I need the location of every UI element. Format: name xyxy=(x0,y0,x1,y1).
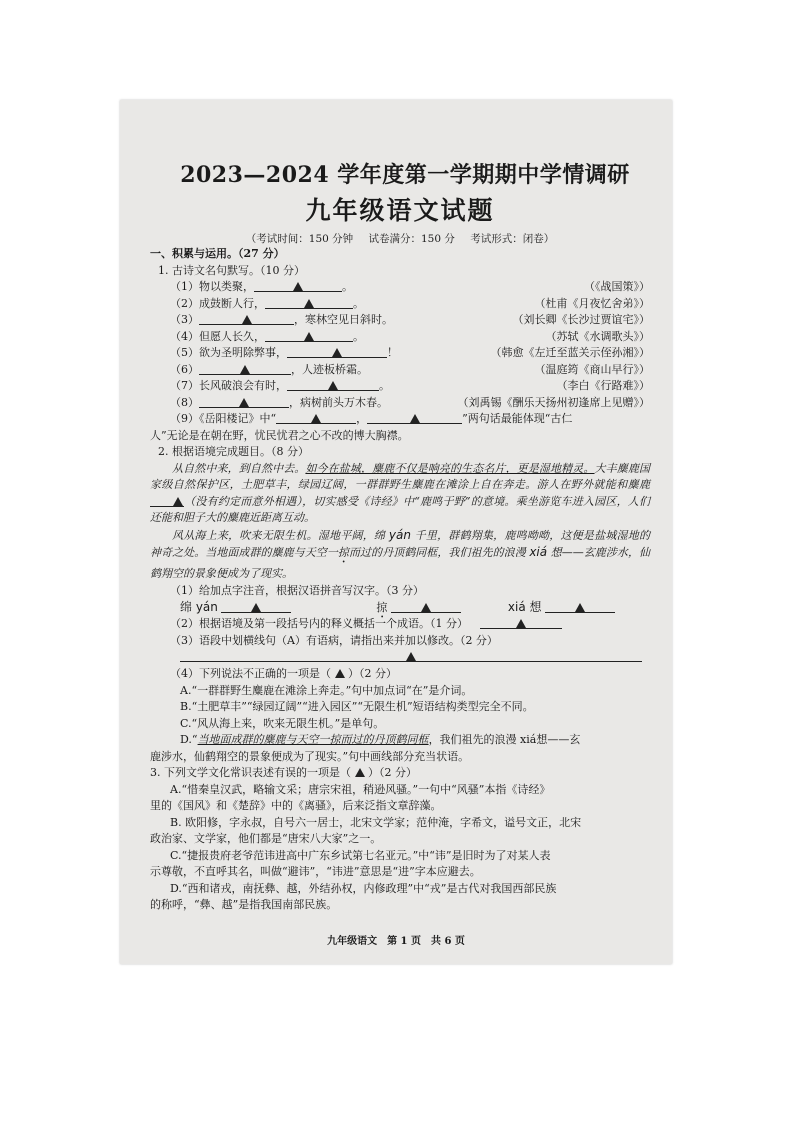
triangle-marker-icon xyxy=(242,315,252,324)
question-1-item: （2）成鼓断人行， 。 （杜甫《月夜忆舍弟》） xyxy=(170,296,650,313)
source-citation: （《战国策》） xyxy=(584,280,650,293)
question-3-stem: 3. 下列文学文化常识表述有误的一项是（ ）（2 分） xyxy=(150,766,417,779)
answer-blank[interactable] xyxy=(391,600,461,613)
q3-option-a: A.“惜秦皇汉武，略输文采；唐宗宋祖，稍逊风骚。”一句中“风骚”本指《诗经》 xyxy=(170,782,551,796)
triangle-marker-icon xyxy=(516,619,526,628)
option-a: A.“一群群野生麋鹿在滩涂上奔走。”句中加点词“在”是介词。 xyxy=(180,683,473,697)
option-c: C.“风从海上来，吹来无限生机。”是单句。 xyxy=(180,716,385,730)
page-footer: 九年级语文 第 1 页 共 6 页 xyxy=(327,936,465,947)
exam-subtitle: 九年级语文试题 xyxy=(305,196,495,225)
source-citation: （刘禹锡《酬乐天扬州初逢席上见赠》） xyxy=(457,395,650,409)
triangle-marker-icon xyxy=(355,768,365,777)
triangle-marker-icon xyxy=(332,348,342,357)
answer-blank[interactable] xyxy=(199,312,294,325)
triangle-marker-icon xyxy=(406,652,416,661)
q3-option-b-cont: 政治家、文学家，他们都是“唐宋八大家”之一。 xyxy=(150,832,382,845)
answer-blank[interactable] xyxy=(287,345,387,358)
triangle-marker-icon xyxy=(410,414,420,423)
answer-blank[interactable] xyxy=(265,329,353,342)
triangle-marker-icon xyxy=(311,414,321,423)
triangle-marker-icon xyxy=(239,398,249,407)
answer-blank[interactable] xyxy=(199,362,291,375)
question-2-fill-row: 绵 yán 掠 xiá 想 xyxy=(180,599,650,616)
q3-option-a-cont: 里的《国风》和《楚辞》中的《离骚》，后来泛指文章辞藻。 xyxy=(150,799,442,812)
question-1-item: （6） ，人迹板桥霜。 （温庭筠《商山早行》） xyxy=(170,362,650,379)
triangle-marker-icon xyxy=(421,603,431,612)
option-d-cont: 鹿涉水，仙鹤翔空的景象便成为了现实。”句中画线部分充当状语。 xyxy=(150,749,470,763)
triangle-marker-icon xyxy=(575,603,585,612)
source-citation: （李白《行路难》） xyxy=(556,379,650,392)
question-1-item: （3） ，寒林空见日斜时。 （刘长卿《长沙过贾谊宅》） xyxy=(170,312,650,329)
underlined-sentence-a: 如今在盐城，麋鹿不仅是响亮的生态名片，更是湿地精灵。 xyxy=(305,461,595,475)
exam-form: 考试形式：闭卷） xyxy=(470,233,555,245)
passage-paragraph-1: 从自然中来，到自然中去。如今在盐城，麋鹿不仅是响亮的生态名片，更是湿地精灵。大丰麋鹿国家级自然保护区，土肥草丰，绿园辽阔，一群群野生麋鹿在滩涂上自在奔走。游人在野外就能和麋鹿（没有约定而意外相遇），切实感受《诗经》中“鹿鸣于野”的意境。乘坐游览车进入园区，人们还能和胆子大的麋鹿近距离互动。 xyxy=(150,461,651,524)
section-heading: 一、积累与运用。（27 分） xyxy=(150,247,285,260)
triangle-marker-icon xyxy=(251,603,261,612)
source-citation: （刘长卿《长沙过贾谊宅》） xyxy=(512,313,650,326)
question-2-sub-3: （3）语段中划横线句（A）有语病，请指出来并加以修改。（2 分） xyxy=(170,633,498,647)
source-citation: （温庭筠《商山早行》） xyxy=(534,362,650,376)
question-2-sub-4: （4）下列说法不正确的一项是（ ）（2 分） xyxy=(170,667,397,680)
answer-blank[interactable] xyxy=(480,616,562,629)
triangle-marker-icon xyxy=(304,299,314,308)
exam-score: 试卷满分：150 分 xyxy=(368,233,455,245)
triangle-marker-icon xyxy=(293,282,303,291)
triangle-marker-icon xyxy=(240,365,250,374)
source-citation: （韩愈《左迁至蓝关示侄孙湘》） xyxy=(490,346,650,359)
exam-time: （考试时间：150 分钟 xyxy=(245,233,354,245)
underlined-phrase: 当地面成群的麋鹿与天空一掠而过的丹顶鹤同框 xyxy=(197,733,429,746)
question-2-stem: 2. 根据语境完成题目。（8 分） xyxy=(158,445,309,458)
question-1-item: （5）欲为圣明除弊事， ！ （韩愈《左迁至蓝关示侄孙湘》） xyxy=(170,345,650,362)
question-1-item-9: （9）《岳阳楼记》中“ ， ”两句话最能体现“古仁 xyxy=(170,412,573,425)
q3-option-d: D.“西和诸戎，南抚彝、越，外结孙权，内修政理”中“戎”是古代对我国西部民族 xyxy=(170,881,557,895)
answer-blank[interactable] xyxy=(254,279,342,292)
answer-blank[interactable] xyxy=(199,395,289,408)
question-1-stem: 1. 古诗文名句默写。（10 分） xyxy=(158,263,305,277)
answer-blank[interactable] xyxy=(545,600,615,613)
passage-paragraph-2: 风从海上来，吹来无限生机。湿地平阔，绵 yán 千里，群鹤翔集，鹿鸣呦呦，这便是盐城湿地的神奇之处。当地面成群的麋鹿与天空一掠而过的丹顶鹤同框，我们祖先的浪漫 xiá 想——玄鹿涉水，仙鹤翔空的景象便成为了现实。 xyxy=(150,527,651,580)
question-1-item: （8） ，病树前头万木春。 （刘禹锡《酬乐天扬州初逢席上见赠》） xyxy=(170,395,650,412)
answer-line xyxy=(180,649,650,666)
triangle-marker-icon xyxy=(328,381,338,390)
answer-blank[interactable] xyxy=(180,649,642,662)
question-1-item: （7）长风破浪会有时， 。 （李白《行路难》） xyxy=(170,378,650,395)
answer-blank[interactable] xyxy=(367,411,462,424)
question-1-item: （1）物以类聚， 。 （《战国策》） xyxy=(170,279,650,296)
option-b: B.“土肥草丰”“绿园辽阔”“进入园区”“无限生机”短语结构类型完全不同。 xyxy=(180,700,534,713)
answer-blank[interactable] xyxy=(276,411,356,424)
question-1-item-9-cont: 人”无论是在朝在野，忧民忧君之心不改的博大胸襟。 xyxy=(150,428,409,442)
q3-option-c-cont: 示尊敬，不直呼其名，叫做“避讳”，“讳进”意思是“进”字本应避去。 xyxy=(150,865,481,878)
exam-meta xyxy=(150,231,650,246)
question-2-sub-2: （2）根据语境及第一段括号内的释义概括一个成语。（1 分） xyxy=(170,616,650,633)
exam-title: 2023—2024 学年度第一学期期中学情调研 xyxy=(180,162,630,188)
source-citation: （杜甫《月夜忆舍弟》） xyxy=(534,296,650,310)
triangle-marker-icon xyxy=(335,669,345,678)
exam-content xyxy=(150,158,650,914)
triangle-marker-icon xyxy=(304,332,314,341)
q3-option-c: C.“捷报贵府老爷范讳进高中广东乡试第七名亚元。”中“讳”是旧时为了对某人表 xyxy=(170,848,551,862)
question-1-item: （4）但愿人长久， 。 （苏轼《水调歌头》） xyxy=(170,329,650,346)
q3-option-b: B. 欧阳修，字永叔，自号六一居士，北宋文学家；范仲淹，字希文，谥号文正，北宋 xyxy=(170,815,582,829)
answer-blank[interactable] xyxy=(287,378,379,391)
answer-blank[interactable] xyxy=(221,600,291,613)
question-2-sub-1: （1）给加点字注音，根据汉语拼音写汉字。（3 分） xyxy=(170,583,424,597)
answer-blank[interactable] xyxy=(150,494,184,507)
question-1-items xyxy=(150,279,650,411)
option-d: D.“当地面成群的麋鹿与天空一掠而过的丹顶鹤同框，我们祖先的浪漫 xiá想——玄 xyxy=(180,733,581,746)
answer-blank[interactable] xyxy=(265,296,353,309)
q3-option-d-cont: 的称呼，“彝、越”是指我国南部民族。 xyxy=(150,898,338,911)
source-citation: （苏轼《水调歌头》） xyxy=(545,329,650,343)
exam-paper xyxy=(120,100,672,964)
triangle-marker-icon xyxy=(173,497,183,506)
